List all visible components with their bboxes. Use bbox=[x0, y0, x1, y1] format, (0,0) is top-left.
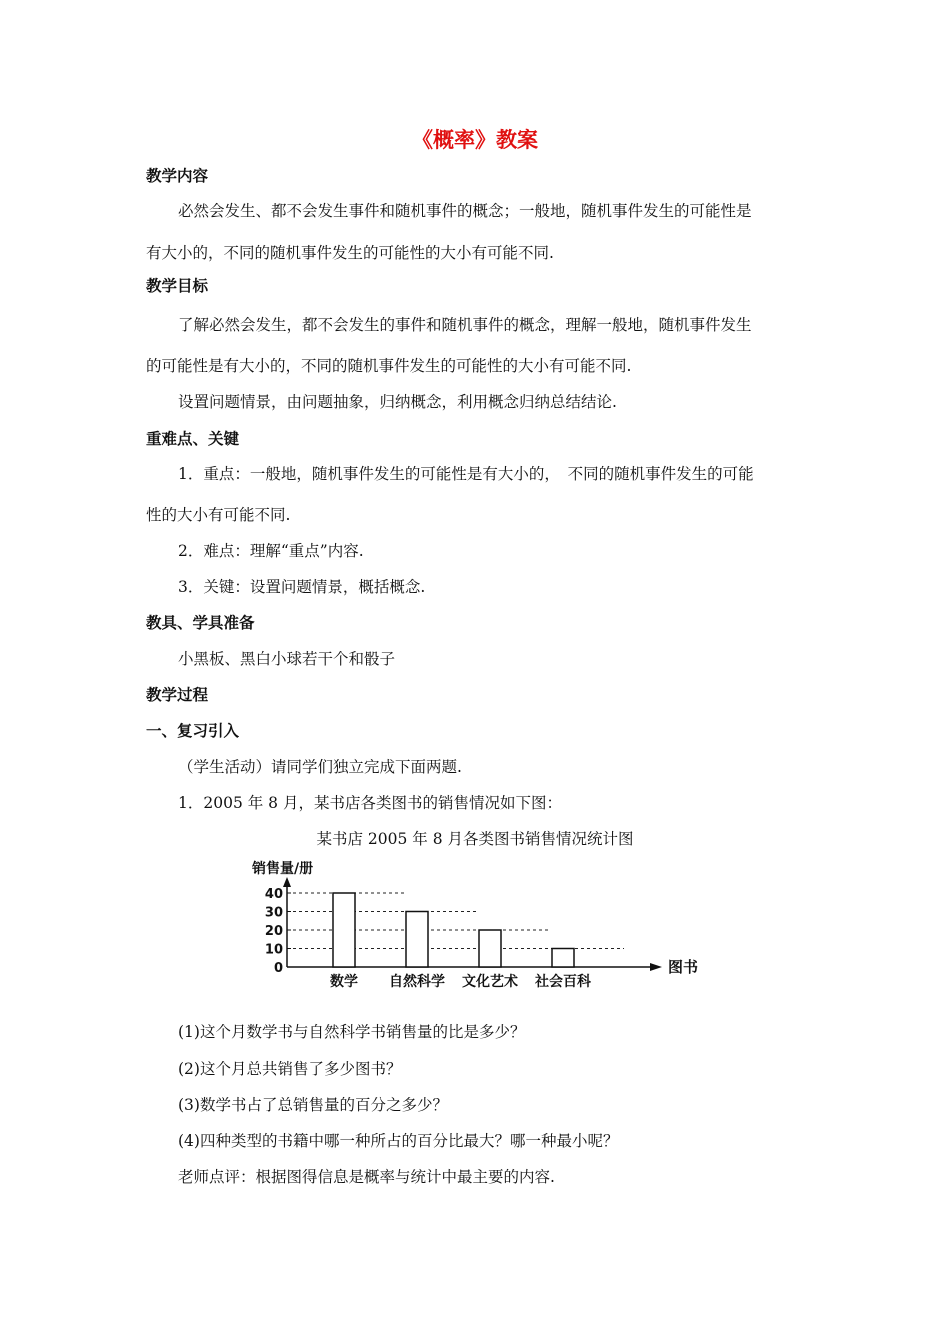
chart-xlabel: 图书 bbox=[668, 958, 699, 976]
bar-chart bbox=[250, 855, 710, 990]
bar bbox=[333, 893, 355, 967]
y-tick-label: 40 bbox=[264, 887, 283, 902]
tools-text: 小黑板、黑白小球若干个和骰子 bbox=[178, 650, 396, 668]
chart-caption: 某书店 2005 年 8 月各类图书销售情况统计图 bbox=[316, 830, 634, 848]
x-tick-label: 文化艺术 bbox=[462, 974, 518, 990]
heading-key: 重难点、关键 bbox=[146, 430, 240, 448]
heading-process: 教学过程 bbox=[146, 686, 209, 704]
heading-content: 教学内容 bbox=[146, 167, 209, 185]
bar bbox=[406, 912, 428, 968]
chart-ylabel: 销售量/册 bbox=[252, 861, 314, 877]
content-text-line2: 有大小的，不同的随机事件发生的可能性的大小有可能不同. bbox=[146, 244, 554, 262]
y-tick-label: 20 bbox=[264, 924, 283, 939]
y-tick-label: 10 bbox=[264, 942, 283, 958]
content-text-line1: 必然会发生、都不会发生事件和随机事件的概念；一般地，随机事件发生的可能性是 bbox=[178, 202, 752, 220]
y-axis-arrow bbox=[283, 877, 291, 887]
teacher-comment: 老师点评：根据图得信息是概率与统计中最主要的内容. bbox=[178, 1168, 555, 1186]
x-tick-label: 社会百科 bbox=[535, 974, 591, 990]
goals-text-line1: 了解必然会发生，都不会发生的事件和随机事件的概念，理解一般地，随机事件发生 bbox=[178, 316, 752, 334]
key-item1-line1: 1．重点：一般地，随机事件发生的可能性是有大小的， 不同的随机事件发生的可能 bbox=[178, 465, 754, 483]
goals-text-line2: 的可能性是有大小的，不同的随机事件发生的可能性的大小有可能不同. bbox=[146, 357, 632, 375]
goals-text-2: 设置问题情景，由问题抽象，归纳概念，利用概念归纳总结结论. bbox=[178, 393, 617, 411]
sub-question-3: (3)数学书占了总销售量的百分之多少？ bbox=[178, 1096, 448, 1114]
key-item3: 3．关键：设置问题情景，概括概念. bbox=[178, 578, 426, 596]
heading-goals: 教学目标 bbox=[146, 277, 209, 295]
x-tick-label: 自然科学 bbox=[389, 974, 445, 990]
page-title: 《概率》教案 bbox=[412, 128, 538, 152]
bar bbox=[479, 930, 501, 967]
sub-question-2: (2)这个月总共销售了多少图书？ bbox=[178, 1060, 402, 1078]
heading-tools: 教具、学具准备 bbox=[146, 614, 255, 632]
bar bbox=[552, 949, 574, 968]
key-item1-line2: 性的大小有可能不同. bbox=[146, 506, 291, 524]
key-item2: 2．难点：理解“重点”内容. bbox=[178, 542, 364, 560]
activity-text: （学生活动）请同学们独立完成下面两题. bbox=[178, 758, 462, 776]
y-tick-label: 0 bbox=[273, 961, 283, 976]
x-tick-label: 数学 bbox=[330, 974, 358, 990]
y-tick-label: 30 bbox=[264, 905, 283, 921]
x-axis-arrow bbox=[650, 963, 662, 971]
subheading-review: 一、复习引入 bbox=[146, 722, 240, 740]
sub-question-1: (1)这个月数学书与自然科学书销售量的比是多少？ bbox=[178, 1023, 526, 1041]
question-1: 1．2005 年 8 月，某书店各类图书的销售情况如下图： bbox=[178, 794, 562, 812]
sub-question-4: (4)四种类型的书籍中哪一种所占的百分比最大？哪一种最小呢？ bbox=[178, 1132, 619, 1150]
